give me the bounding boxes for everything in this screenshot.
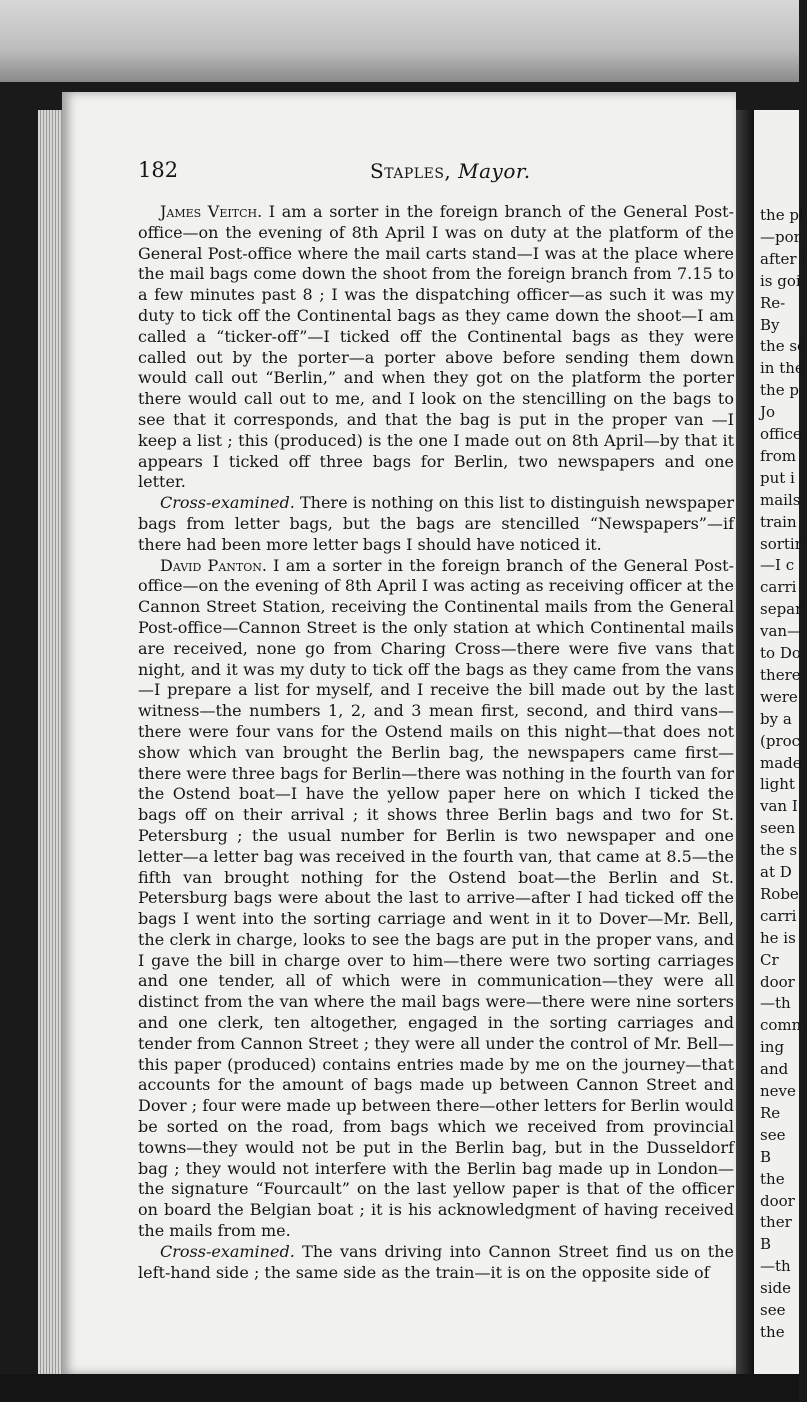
adjacent-page-fragment: the	[760, 1169, 785, 1188]
adjacent-page-fragment: the sc	[760, 337, 806, 356]
cross-examined-label: Cross-examined.	[160, 1241, 295, 1261]
paragraph-text: The vans driving into Cannon Street find us on the left-hand side ; the same side as the train—it is on the opposite side of	[138, 1241, 734, 1282]
adjacent-page-fragment: —por	[760, 227, 801, 246]
adjacent-page-fragment: carri	[760, 906, 797, 925]
adjacent-page-fragment: from	[760, 446, 796, 465]
adjacent-page-fragment: see	[760, 1125, 786, 1144]
adjacent-page-fragment: the p	[760, 381, 799, 400]
adjacent-page-fragment: ing	[760, 1038, 785, 1057]
adjacent-page-fragment: mails	[760, 490, 801, 509]
adjacent-page-fragment: seen	[760, 819, 796, 838]
cross-examined-label: Cross-examined.	[160, 493, 295, 513]
adjacent-page-fragment: were	[760, 687, 798, 706]
adjacent-page	[754, 110, 807, 1380]
adjacent-page-fragment: —th	[760, 994, 791, 1013]
paragraph-text: I am a sorter in the foreign branch of the General Post-office—on the evening of 8th April I was on duty at the platform of the General Post-office where the mail carts stand—I was at the place where the mail bags come down the shoot from the foreign branch from 7.15 to a few minutes past 8 ; I was the dispatching officer—as such it was my duty to tick off the Continental bags as they came down the shoot—I am called a “ticker-off”—I ticked off the Continental bags as they were called out by the porter—a porter above before sending them down would call out “Berlin,” and when they got on the platform the porter there would call out to me, and I look on the stencilling on the bags to see that it corresponds, and that the bag is put in the proper van —I keep a list ; this (produced) is the one I made out on 8th April—by that it appears I ticked off three bags for Berlin, two newspapers and one letter.	[138, 202, 734, 492]
paragraph-veitch	[138, 202, 734, 493]
adjacent-page-fragment: after t	[760, 249, 807, 268]
adjacent-page-fragment: side	[760, 1279, 791, 1298]
adjacent-page-fragment: the pl	[760, 206, 804, 224]
adjacent-page-fragment: see	[760, 1301, 786, 1319]
adjacent-page-fragment: van I	[760, 797, 798, 816]
adjacent-page-fragment: is goi	[760, 271, 801, 290]
adjacent-page-fragment: he is	[760, 928, 796, 947]
paragraph-text: There is nothing on this list to distinguish newspaper bags from letter bags, but the bags are stencilled “Newspapers”—if there had been more letter bags I should have noticed it.	[138, 493, 734, 554]
running-title-italic: Mayor.	[458, 159, 531, 183]
running-title	[370, 159, 531, 183]
adjacent-page-fragment: door	[760, 972, 795, 991]
adjacent-page-fragment: in the	[760, 359, 804, 378]
adjacent-page-fragment: (proc	[760, 731, 801, 750]
adjacent-page-fragment: train	[760, 512, 797, 531]
paragraph-cross-examined-1	[138, 493, 734, 555]
adjacent-page-fragment: put i	[760, 468, 795, 487]
adjacent-page-fragment: separ	[760, 600, 803, 619]
adjacent-page-fragment: Re-	[760, 293, 786, 312]
scan-top-border	[0, 0, 799, 82]
speaker-name: James Veitch.	[160, 202, 263, 221]
page-number: 182	[138, 158, 179, 182]
adjacent-page-fragment: the	[760, 1322, 785, 1341]
paragraph-text: I am a sorter in the foreign branch of the General Post-office—on the evening of 8th April I was acting as receiving officer at the Cannon Street Station, receiving the Continental mails from the General Post-office—Cannon Street is the only station at which Continental mails are received, none go from Charing Cross—there were five vans that night, and it was my duty to tick off the bags as they came from the vans—I prepare a list for myself, and I receive the bill made out by the last witness—the numbers 1, 2, and 3 mean first, second, and third vans—there were four vans for the Ostend mails on this night—that does not show which van brought the Berlin bag, the newspapers came first—there were three bags for Berlin—there was nothing in the fourth van for the Ostend boat—I have the yellow paper here on which I ticked the bags off on their arrival ; it shows three Berlin bags and two for St. Petersburg ; the usual number for Berlin is two newspaper and one letter—a letter bag was received in the fourth van, that came at 8.5—the fifth van brought nothing for the Ostend boat—the Berlin and St. Petersburg bags were about the last to arrive—after I had ticked off the bags I went into the sorting carriage and went in it to Dover—Mr. Bell, the clerk in charge, looks to see the bags are put in the proper vans, and I gave the bill in charge over to him—there were two sorting carriages and one tender, all of which were in communication—they were all distinct from the van where the mail bags were—there were nine sorters and one clerk, ten altogether, engaged in the sorting carriages and tender from Cannon Street ; they were all under the control of Mr. Bell—this paper (produced) contains entries made by me on the journey—that accounts for the amount of bags made up between Cannon Street and Dover ; four were made up between there—other letters for Berlin would be sorted on the road, from bags which we received from provincial towns—they would not be put in the Berlin bag, but in the Dusseldorf bag ; they would not interfere with the Berlin bag made up in London—the signature “Fourcault” on the last yellow paper is that of the officer on board the Belgian boat ; it is his acknowledgment of having received the mails from me.	[138, 555, 734, 1241]
adjacent-page-fragment: door	[760, 1191, 795, 1210]
page-header	[138, 158, 718, 188]
adjacent-page-fragment: light	[760, 775, 795, 794]
adjacent-page-fragment: ther	[760, 1213, 792, 1232]
book-gutter	[734, 110, 754, 1380]
adjacent-page-fragment: Robe	[760, 884, 799, 903]
adjacent-page-fragment: B	[760, 1235, 772, 1254]
adjacent-page-fragment: office	[760, 425, 802, 443]
speaker-name: David Panton.	[160, 555, 267, 575]
adjacent-page-fragment: carri	[760, 578, 797, 597]
adjacent-page-fragment: Cr	[760, 950, 779, 969]
page-stack-edges	[38, 110, 64, 1375]
scan-bottom-border	[0, 1374, 799, 1402]
adjacent-page-fragment: to Do	[760, 644, 801, 662]
adjacent-page-fragment: sortir	[760, 534, 802, 553]
adjacent-page-fragment: —I c	[760, 556, 795, 575]
adjacent-page-fragment: B	[760, 1147, 772, 1166]
adjacent-page-fragment: neve	[760, 1082, 796, 1100]
paragraph-panton	[138, 556, 734, 1242]
adjacent-page-fragment: by a	[760, 709, 792, 728]
adjacent-page-fragment: at D	[760, 863, 792, 881]
running-title-name: Staples,	[370, 159, 452, 183]
adjacent-page-fragment: the s	[760, 841, 798, 860]
adjacent-page-fragment: van—	[760, 622, 803, 641]
adjacent-page-fragment: there	[760, 665, 801, 684]
testimony-text	[138, 202, 734, 1283]
adjacent-page-fragment: and	[760, 1060, 789, 1079]
adjacent-page-fragment: By	[760, 315, 780, 334]
adjacent-page-fragment: Jo	[760, 403, 776, 422]
paragraph-cross-examined-2	[138, 1242, 734, 1284]
adjacent-page-fragment: made	[760, 753, 802, 772]
adjacent-page-fragment: Re	[760, 1103, 781, 1122]
adjacent-page-fragment: comn	[760, 1016, 802, 1035]
adjacent-page-fragment: —th	[760, 1257, 791, 1276]
